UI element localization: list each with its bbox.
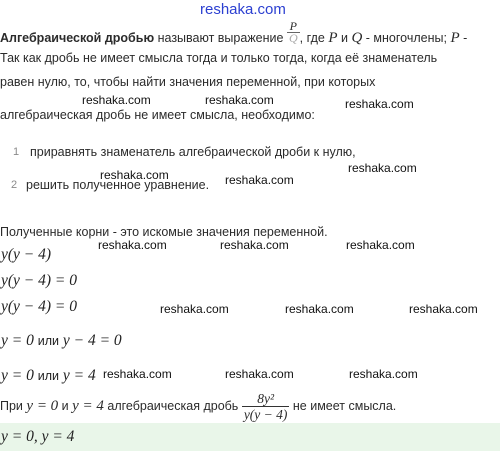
intro-line-2: Так как дробь не имеет смысла тогда и только тогда, когда её знаменатель	[0, 51, 438, 65]
watermark: reshaka.com	[220, 238, 289, 252]
conclusion-mid: алгебраическая дробь	[107, 399, 239, 413]
answer-text: y = 0, y = 4	[1, 428, 75, 445]
watermark-top: reshaka.com	[200, 1, 286, 18]
conclusion-fraction	[242, 391, 290, 422]
intro-fraction-numerator: P	[289, 19, 297, 34]
answer-band	[0, 423, 500, 451]
math-line-4-right: y − 4 = 0	[62, 332, 122, 349]
intro-var-p2: P	[450, 30, 460, 46]
intro-line-1	[0, 19, 468, 46]
roots-text: Полученные корни - это искомые значения переменной.	[0, 225, 328, 239]
watermark: reshaka.com	[160, 302, 229, 316]
math-line-4	[1, 332, 122, 350]
math-line-4-left: y = 0	[1, 332, 34, 349]
step-number: 2	[11, 179, 18, 191]
watermark: reshaka.com	[409, 302, 478, 316]
math-line-5	[1, 367, 96, 385]
math-line-4-or: или	[37, 334, 59, 348]
watermark: reshaka.com	[98, 238, 167, 252]
watermark: reshaka.com	[225, 367, 294, 381]
math-line-5-right: y = 4	[62, 367, 96, 384]
conclusion-eq-1: y = 0	[26, 398, 59, 414]
conclusion-pre: При	[0, 399, 23, 413]
conclusion-and: и	[61, 399, 69, 413]
intro-fraction-denominator: Q	[288, 31, 298, 46]
conclusion-fraction-numerator: 8y²	[257, 390, 274, 406]
conclusion-fraction-denominator: y(y − 4)	[243, 406, 288, 422]
math-line-1: y(y − 4)	[1, 246, 52, 263]
math-line-5-or: или	[37, 369, 59, 383]
intro-line-3: равен нулю, то, чтобы найти значения переменной, при которых	[0, 75, 376, 89]
conclusion-line	[0, 389, 396, 423]
step-text: приравнять знаменатель алгебраической дроби к нулю,	[30, 145, 356, 159]
step-text: решить полученное уравнение.	[26, 178, 210, 192]
watermark: reshaka.com	[345, 97, 414, 111]
conclusion-post: не имеет смысла.	[292, 399, 397, 413]
step-number: 1	[13, 146, 20, 158]
math-line-2: y(y − 4) = 0	[1, 272, 78, 289]
intro-term: Алгебраической дробью	[0, 31, 155, 45]
math-line-5-left: y = 0	[1, 367, 34, 384]
intro-text-1: называют выражение	[157, 31, 284, 45]
watermark: reshaka.com	[346, 238, 415, 252]
watermark: reshaka.com	[348, 161, 417, 175]
watermark: reshaka.com	[103, 367, 172, 381]
watermark: reshaka.com	[100, 168, 169, 182]
intro-var-p: P	[328, 30, 338, 46]
watermark: reshaka.com	[285, 302, 354, 316]
math-line-3: y(y − 4) = 0	[1, 298, 78, 315]
watermark: reshaka.com	[349, 367, 418, 381]
conclusion-eq-2: y = 4	[72, 398, 104, 414]
intro-var-q: Q	[351, 30, 363, 46]
intro-line-4: алгебраическая дробь не имеет смысла, необходимо:	[0, 108, 315, 122]
intro-and: и	[340, 31, 348, 45]
watermark: reshaka.com	[82, 93, 151, 107]
intro-text-2: , где	[299, 31, 325, 45]
intro-text-3: - многочлены;	[365, 31, 447, 45]
watermark: reshaka.com	[205, 93, 274, 107]
intro-text-4: -	[463, 31, 468, 45]
intro-fraction	[287, 21, 300, 44]
watermark: reshaka.com	[225, 173, 294, 187]
